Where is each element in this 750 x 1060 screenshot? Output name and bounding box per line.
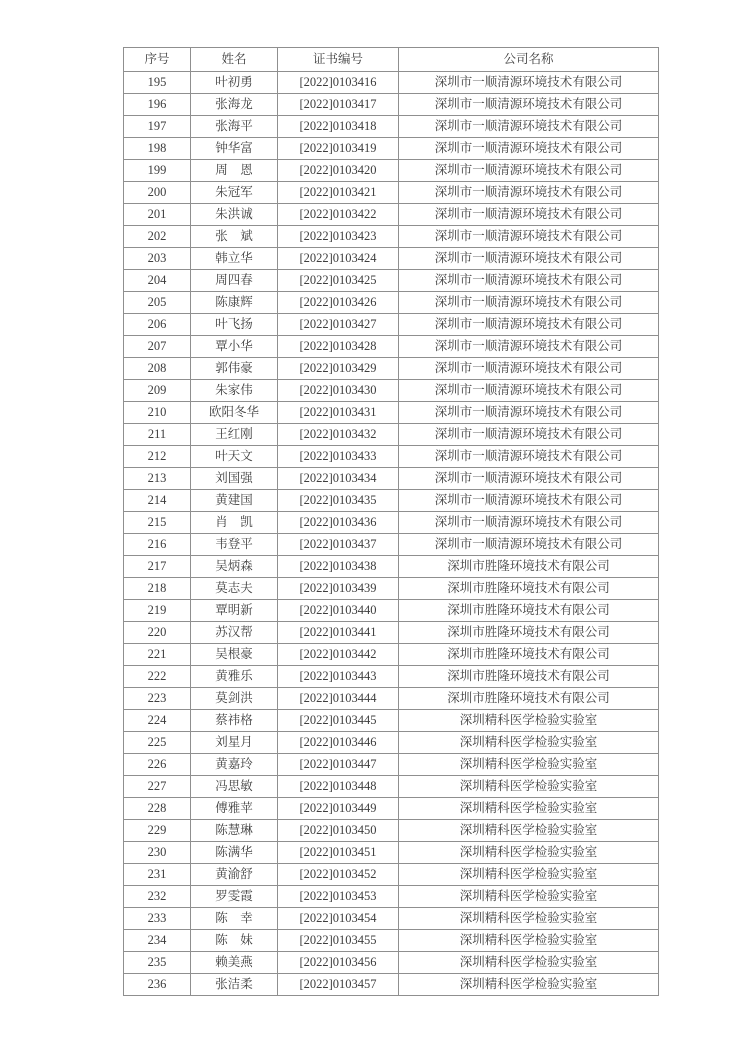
cell-name: 陈慧琳 bbox=[191, 820, 278, 842]
cell-serial-number: 224 bbox=[124, 710, 191, 732]
cell-company-name: 深圳精科医学检验实验室 bbox=[399, 974, 659, 996]
table-row bbox=[124, 424, 659, 446]
cell-name: 黄嘉玲 bbox=[191, 754, 278, 776]
cell-certificate-number: [2022]0103446 bbox=[278, 732, 399, 754]
cell-name: 叶初勇 bbox=[191, 72, 278, 94]
cell-serial-number: 218 bbox=[124, 578, 191, 600]
table-row bbox=[124, 842, 659, 864]
cell-name: 吴根豪 bbox=[191, 644, 278, 666]
cell-certificate-number: [2022]0103457 bbox=[278, 974, 399, 996]
cell-company-name: 深圳精科医学检验实验室 bbox=[399, 776, 659, 798]
table-row bbox=[124, 490, 659, 512]
cell-serial-number: 212 bbox=[124, 446, 191, 468]
cell-company-name: 深圳市一顺清源环境技术有限公司 bbox=[399, 380, 659, 402]
cell-certificate-number: [2022]0103456 bbox=[278, 952, 399, 974]
cell-certificate-number: [2022]0103451 bbox=[278, 842, 399, 864]
cell-name: 周四春 bbox=[191, 270, 278, 292]
table-row bbox=[124, 292, 659, 314]
cell-company-name: 深圳市一顺清源环境技术有限公司 bbox=[399, 424, 659, 446]
cell-serial-number: 214 bbox=[124, 490, 191, 512]
cell-company-name: 深圳精科医学检验实验室 bbox=[399, 820, 659, 842]
table-body bbox=[124, 72, 659, 996]
cell-company-name: 深圳精科医学检验实验室 bbox=[399, 908, 659, 930]
cell-certificate-number: [2022]0103454 bbox=[278, 908, 399, 930]
cell-name: 张洁柔 bbox=[191, 974, 278, 996]
header-certificate-number: 证书编号 bbox=[278, 48, 399, 72]
cell-certificate-number: [2022]0103450 bbox=[278, 820, 399, 842]
cell-name: 周 恩 bbox=[191, 160, 278, 182]
cell-serial-number: 200 bbox=[124, 182, 191, 204]
cell-serial-number: 235 bbox=[124, 952, 191, 974]
table-row bbox=[124, 138, 659, 160]
table-row bbox=[124, 468, 659, 490]
table-row bbox=[124, 644, 659, 666]
cell-serial-number: 203 bbox=[124, 248, 191, 270]
cell-company-name: 深圳市一顺清源环境技术有限公司 bbox=[399, 402, 659, 424]
cell-certificate-number: [2022]0103438 bbox=[278, 556, 399, 578]
table-row bbox=[124, 380, 659, 402]
cell-certificate-number: [2022]0103444 bbox=[278, 688, 399, 710]
cell-certificate-number: [2022]0103428 bbox=[278, 336, 399, 358]
table-row bbox=[124, 732, 659, 754]
cell-name: 冯思敏 bbox=[191, 776, 278, 798]
table-row bbox=[124, 446, 659, 468]
cell-certificate-number: [2022]0103424 bbox=[278, 248, 399, 270]
cell-serial-number: 204 bbox=[124, 270, 191, 292]
cell-name: 罗雯霞 bbox=[191, 886, 278, 908]
cell-certificate-number: [2022]0103455 bbox=[278, 930, 399, 952]
cell-name: 莫剑洪 bbox=[191, 688, 278, 710]
table-row bbox=[124, 556, 659, 578]
cell-certificate-number: [2022]0103439 bbox=[278, 578, 399, 600]
cell-certificate-number: [2022]0103453 bbox=[278, 886, 399, 908]
cell-serial-number: 198 bbox=[124, 138, 191, 160]
cell-certificate-number: [2022]0103452 bbox=[278, 864, 399, 886]
cell-company-name: 深圳市一顺清源环境技术有限公司 bbox=[399, 182, 659, 204]
cell-company-name: 深圳市一顺清源环境技术有限公司 bbox=[399, 226, 659, 248]
cell-company-name: 深圳市一顺清源环境技术有限公司 bbox=[399, 138, 659, 160]
table-row bbox=[124, 512, 659, 534]
cell-serial-number: 225 bbox=[124, 732, 191, 754]
table-row bbox=[124, 952, 659, 974]
cell-serial-number: 229 bbox=[124, 820, 191, 842]
cell-name: 陈满华 bbox=[191, 842, 278, 864]
cell-company-name: 深圳市一顺清源环境技术有限公司 bbox=[399, 270, 659, 292]
table-row bbox=[124, 116, 659, 138]
cell-name: 覃小华 bbox=[191, 336, 278, 358]
table-row bbox=[124, 710, 659, 732]
cell-certificate-number: [2022]0103430 bbox=[278, 380, 399, 402]
cell-certificate-number: [2022]0103426 bbox=[278, 292, 399, 314]
cell-name: 刘国强 bbox=[191, 468, 278, 490]
cell-serial-number: 209 bbox=[124, 380, 191, 402]
cell-certificate-number: [2022]0103448 bbox=[278, 776, 399, 798]
cell-serial-number: 223 bbox=[124, 688, 191, 710]
cell-serial-number: 206 bbox=[124, 314, 191, 336]
cell-certificate-number: [2022]0103443 bbox=[278, 666, 399, 688]
cell-certificate-number: [2022]0103437 bbox=[278, 534, 399, 556]
cell-serial-number: 219 bbox=[124, 600, 191, 622]
cell-company-name: 深圳精科医学检验实验室 bbox=[399, 710, 659, 732]
cell-serial-number: 216 bbox=[124, 534, 191, 556]
table-row bbox=[124, 336, 659, 358]
cell-name: 叶天文 bbox=[191, 446, 278, 468]
cell-certificate-number: [2022]0103419 bbox=[278, 138, 399, 160]
cell-name: 傅雅苹 bbox=[191, 798, 278, 820]
cell-company-name: 深圳精科医学检验实验室 bbox=[399, 798, 659, 820]
cell-company-name: 深圳市胜隆环境技术有限公司 bbox=[399, 556, 659, 578]
cell-certificate-number: [2022]0103447 bbox=[278, 754, 399, 776]
cell-name: 陈 幸 bbox=[191, 908, 278, 930]
cell-serial-number: 230 bbox=[124, 842, 191, 864]
cell-company-name: 深圳精科医学检验实验室 bbox=[399, 886, 659, 908]
header-serial-number: 序号 bbox=[124, 48, 191, 72]
cell-company-name: 深圳市胜隆环境技术有限公司 bbox=[399, 666, 659, 688]
table-row bbox=[124, 402, 659, 424]
cell-company-name: 深圳精科医学检验实验室 bbox=[399, 754, 659, 776]
table-row bbox=[124, 160, 659, 182]
cell-company-name: 深圳市一顺清源环境技术有限公司 bbox=[399, 292, 659, 314]
cell-name: 朱洪诚 bbox=[191, 204, 278, 226]
cell-company-name: 深圳市一顺清源环境技术有限公司 bbox=[399, 204, 659, 226]
cell-company-name: 深圳精科医学检验实验室 bbox=[399, 930, 659, 952]
table-row bbox=[124, 930, 659, 952]
cell-certificate-number: [2022]0103432 bbox=[278, 424, 399, 446]
cell-certificate-number: [2022]0103433 bbox=[278, 446, 399, 468]
table-row bbox=[124, 886, 659, 908]
table-row bbox=[124, 974, 659, 996]
cell-company-name: 深圳市胜隆环境技术有限公司 bbox=[399, 688, 659, 710]
table-row bbox=[124, 72, 659, 94]
cell-company-name: 深圳市胜隆环境技术有限公司 bbox=[399, 644, 659, 666]
cell-serial-number: 222 bbox=[124, 666, 191, 688]
cell-serial-number: 208 bbox=[124, 358, 191, 380]
cell-name: 朱家伟 bbox=[191, 380, 278, 402]
table-row bbox=[124, 754, 659, 776]
cell-certificate-number: [2022]0103423 bbox=[278, 226, 399, 248]
cell-name: 欧阳冬华 bbox=[191, 402, 278, 424]
cell-company-name: 深圳精科医学检验实验室 bbox=[399, 952, 659, 974]
cell-certificate-number: [2022]0103429 bbox=[278, 358, 399, 380]
cell-company-name: 深圳市一顺清源环境技术有限公司 bbox=[399, 446, 659, 468]
cell-name: 韩立华 bbox=[191, 248, 278, 270]
table-row bbox=[124, 688, 659, 710]
cell-company-name: 深圳精科医学检验实验室 bbox=[399, 864, 659, 886]
cell-serial-number: 232 bbox=[124, 886, 191, 908]
cell-serial-number: 221 bbox=[124, 644, 191, 666]
cell-company-name: 深圳精科医学检验实验室 bbox=[399, 732, 659, 754]
cell-serial-number: 197 bbox=[124, 116, 191, 138]
cell-serial-number: 233 bbox=[124, 908, 191, 930]
cell-certificate-number: [2022]0103435 bbox=[278, 490, 399, 512]
cell-certificate-number: [2022]0103418 bbox=[278, 116, 399, 138]
cell-serial-number: 220 bbox=[124, 622, 191, 644]
table-row bbox=[124, 314, 659, 336]
cell-company-name: 深圳市一顺清源环境技术有限公司 bbox=[399, 72, 659, 94]
cell-company-name: 深圳市胜隆环境技术有限公司 bbox=[399, 600, 659, 622]
cell-name: 蔡祎格 bbox=[191, 710, 278, 732]
cell-name: 张海龙 bbox=[191, 94, 278, 116]
cell-serial-number: 205 bbox=[124, 292, 191, 314]
table-row bbox=[124, 534, 659, 556]
cell-company-name: 深圳市一顺清源环境技术有限公司 bbox=[399, 336, 659, 358]
cell-serial-number: 196 bbox=[124, 94, 191, 116]
cell-name: 黄渝舒 bbox=[191, 864, 278, 886]
cell-certificate-number: [2022]0103431 bbox=[278, 402, 399, 424]
cell-serial-number: 236 bbox=[124, 974, 191, 996]
table-row bbox=[124, 182, 659, 204]
cell-name: 张 斌 bbox=[191, 226, 278, 248]
table-row bbox=[124, 600, 659, 622]
cell-serial-number: 234 bbox=[124, 930, 191, 952]
cell-name: 黄雅乐 bbox=[191, 666, 278, 688]
table-row bbox=[124, 798, 659, 820]
table-row bbox=[124, 622, 659, 644]
cell-serial-number: 215 bbox=[124, 512, 191, 534]
cell-name: 钟华富 bbox=[191, 138, 278, 160]
cell-serial-number: 213 bbox=[124, 468, 191, 490]
cell-serial-number: 202 bbox=[124, 226, 191, 248]
table-row bbox=[124, 776, 659, 798]
cell-serial-number: 207 bbox=[124, 336, 191, 358]
cell-name: 朱冠军 bbox=[191, 182, 278, 204]
table-row bbox=[124, 248, 659, 270]
cell-name: 陈 妹 bbox=[191, 930, 278, 952]
cell-name: 刘星月 bbox=[191, 732, 278, 754]
cell-company-name: 深圳市一顺清源环境技术有限公司 bbox=[399, 534, 659, 556]
cell-name: 叶飞扬 bbox=[191, 314, 278, 336]
cell-name: 韦登平 bbox=[191, 534, 278, 556]
cell-serial-number: 231 bbox=[124, 864, 191, 886]
table-row bbox=[124, 908, 659, 930]
cell-company-name: 深圳市一顺清源环境技术有限公司 bbox=[399, 358, 659, 380]
cell-certificate-number: [2022]0103422 bbox=[278, 204, 399, 226]
table-row bbox=[124, 226, 659, 248]
certificate-registry-table bbox=[123, 47, 659, 996]
table-header-row bbox=[124, 48, 659, 72]
cell-certificate-number: [2022]0103436 bbox=[278, 512, 399, 534]
cell-certificate-number: [2022]0103442 bbox=[278, 644, 399, 666]
cell-company-name: 深圳精科医学检验实验室 bbox=[399, 842, 659, 864]
cell-name: 莫志夫 bbox=[191, 578, 278, 600]
table-row bbox=[124, 578, 659, 600]
cell-serial-number: 210 bbox=[124, 402, 191, 424]
cell-name: 张海平 bbox=[191, 116, 278, 138]
cell-certificate-number: [2022]0103440 bbox=[278, 600, 399, 622]
table-row bbox=[124, 358, 659, 380]
cell-name: 黄建国 bbox=[191, 490, 278, 512]
cell-serial-number: 228 bbox=[124, 798, 191, 820]
header-name: 姓名 bbox=[191, 48, 278, 72]
cell-serial-number: 227 bbox=[124, 776, 191, 798]
cell-certificate-number: [2022]0103416 bbox=[278, 72, 399, 94]
cell-certificate-number: [2022]0103421 bbox=[278, 182, 399, 204]
cell-serial-number: 199 bbox=[124, 160, 191, 182]
cell-serial-number: 195 bbox=[124, 72, 191, 94]
cell-certificate-number: [2022]0103427 bbox=[278, 314, 399, 336]
cell-certificate-number: [2022]0103449 bbox=[278, 798, 399, 820]
table-row bbox=[124, 270, 659, 292]
cell-name: 吴炳森 bbox=[191, 556, 278, 578]
cell-certificate-number: [2022]0103445 bbox=[278, 710, 399, 732]
cell-company-name: 深圳市一顺清源环境技术有限公司 bbox=[399, 314, 659, 336]
cell-certificate-number: [2022]0103420 bbox=[278, 160, 399, 182]
cell-company-name: 深圳市一顺清源环境技术有限公司 bbox=[399, 116, 659, 138]
cell-certificate-number: [2022]0103417 bbox=[278, 94, 399, 116]
cell-certificate-number: [2022]0103434 bbox=[278, 468, 399, 490]
cell-name: 覃明新 bbox=[191, 600, 278, 622]
cell-name: 王红刚 bbox=[191, 424, 278, 446]
cell-serial-number: 201 bbox=[124, 204, 191, 226]
cell-company-name: 深圳市一顺清源环境技术有限公司 bbox=[399, 468, 659, 490]
cell-name: 肖 凯 bbox=[191, 512, 278, 534]
cell-company-name: 深圳市一顺清源环境技术有限公司 bbox=[399, 512, 659, 534]
header-company-name: 公司名称 bbox=[399, 48, 659, 72]
table-row bbox=[124, 864, 659, 886]
table-row bbox=[124, 94, 659, 116]
cell-company-name: 深圳市胜隆环境技术有限公司 bbox=[399, 622, 659, 644]
cell-name: 赖美燕 bbox=[191, 952, 278, 974]
cell-company-name: 深圳市一顺清源环境技术有限公司 bbox=[399, 160, 659, 182]
table-row bbox=[124, 666, 659, 688]
table-row bbox=[124, 820, 659, 842]
cell-serial-number: 226 bbox=[124, 754, 191, 776]
cell-company-name: 深圳市一顺清源环境技术有限公司 bbox=[399, 94, 659, 116]
cell-certificate-number: [2022]0103441 bbox=[278, 622, 399, 644]
cell-certificate-number: [2022]0103425 bbox=[278, 270, 399, 292]
cell-company-name: 深圳市胜隆环境技术有限公司 bbox=[399, 578, 659, 600]
cell-name: 郭伟豪 bbox=[191, 358, 278, 380]
table-row bbox=[124, 204, 659, 226]
cell-name: 陈康辉 bbox=[191, 292, 278, 314]
cell-name: 苏汉帮 bbox=[191, 622, 278, 644]
cell-company-name: 深圳市一顺清源环境技术有限公司 bbox=[399, 490, 659, 512]
cell-company-name: 深圳市一顺清源环境技术有限公司 bbox=[399, 248, 659, 270]
cell-serial-number: 211 bbox=[124, 424, 191, 446]
cell-serial-number: 217 bbox=[124, 556, 191, 578]
